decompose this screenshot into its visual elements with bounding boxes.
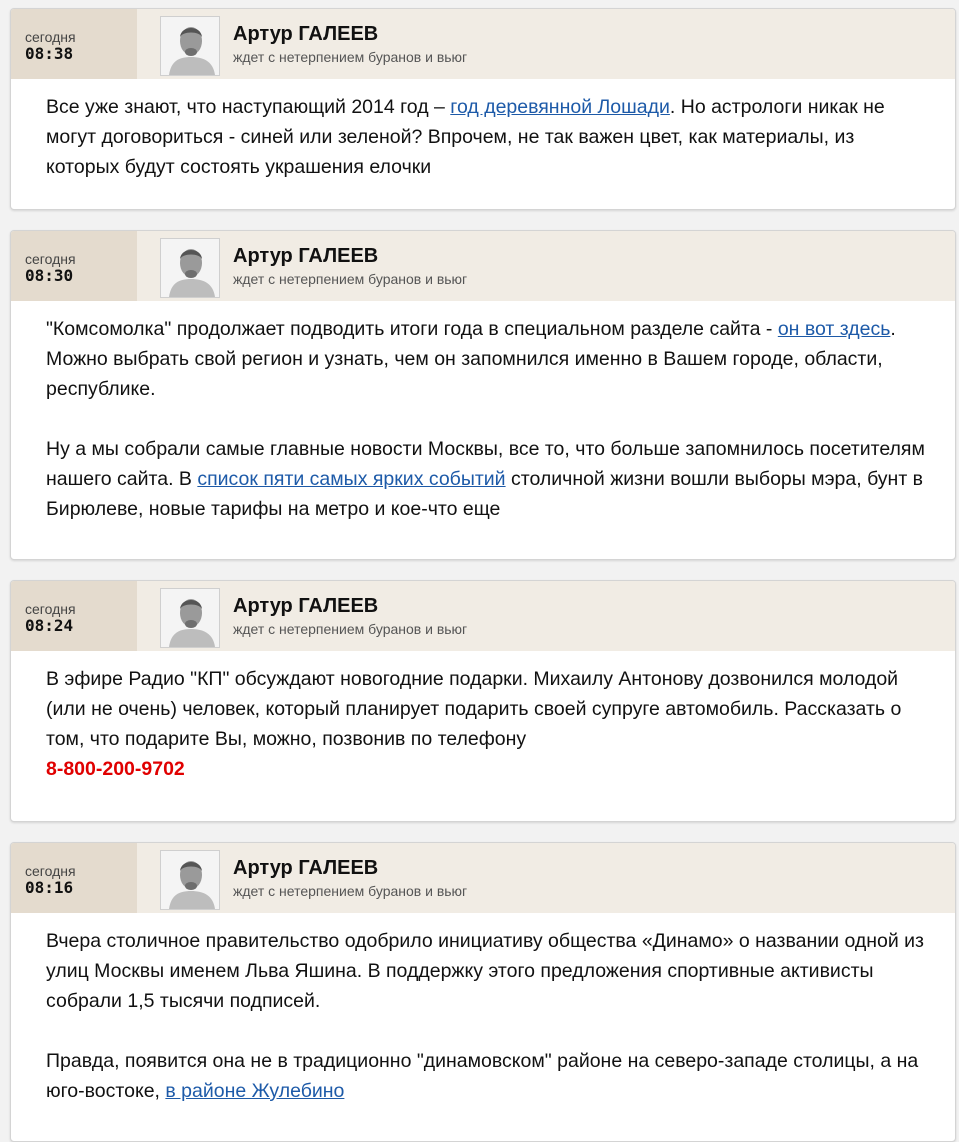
feed-post bbox=[10, 230, 956, 560]
post-paragraph bbox=[46, 314, 927, 404]
author-avatar[interactable] bbox=[160, 850, 220, 910]
post-body bbox=[11, 79, 955, 196]
avatar-photo-icon bbox=[161, 17, 219, 75]
post-text: "Комсомолка" продолжает подводить итоги года в специальном разделе сайта - bbox=[46, 318, 778, 340]
timestamp-day: сегодня bbox=[25, 601, 76, 617]
post-header bbox=[11, 9, 955, 79]
timestamp-time: 08:24 bbox=[25, 616, 74, 635]
author-name[interactable]: Артур ГАЛЕЕВ bbox=[233, 245, 379, 267]
post-link[interactable]: год деревянной Лошади bbox=[450, 96, 670, 118]
post-body bbox=[11, 913, 955, 1120]
post-text: Все уже знают, что наступающий 2014 год – bbox=[46, 96, 451, 118]
post-header bbox=[11, 581, 955, 651]
feed-post bbox=[10, 8, 956, 210]
post-text: . Но астрологи никак не могут договориться - синей или зеленой? Впрочем, не так важен цвет, как материалы, из которых будут состоять украшения елочки bbox=[46, 96, 885, 178]
avatar-photo-icon bbox=[161, 589, 219, 647]
post-text: . Можно выбрать свой регион и узнать, чем он запомнился именно в Вашем городе, области, республике. bbox=[46, 318, 896, 400]
post-link[interactable]: в районе Жулебино bbox=[165, 1080, 345, 1102]
timestamp-box bbox=[11, 843, 137, 913]
timestamp-time: 08:16 bbox=[25, 878, 74, 897]
avatar-photo-icon bbox=[161, 851, 219, 909]
post-paragraph bbox=[46, 664, 927, 784]
author-name[interactable]: Артур ГАЛЕЕВ bbox=[233, 595, 379, 617]
timestamp-day: сегодня bbox=[25, 251, 76, 267]
author-avatar[interactable] bbox=[160, 16, 220, 76]
post-paragraph bbox=[46, 92, 927, 182]
post-body bbox=[11, 301, 955, 538]
post-paragraph bbox=[46, 434, 927, 524]
post-link[interactable]: список пяти самых ярких событий bbox=[197, 468, 506, 490]
author-name[interactable]: Артур ГАЛЕЕВ bbox=[233, 857, 379, 879]
post-text: Ну а мы собрали самые главные новости Москвы, все то, что больше запомнилось посетителям нашего сайта. В bbox=[46, 438, 925, 490]
post-header bbox=[11, 843, 955, 913]
post-text: В эфире Радио "КП" обсуждают новогодние подарки. Михаилу Антонову дозвонился молодой (или не очень) человек, который планирует подарить своей супруге автомобиль. Рассказать о том, что подарите Вы, можно, позвонив по телефону bbox=[46, 668, 902, 750]
feed-post bbox=[10, 580, 956, 822]
author-status: ждет с нетерпением буранов и вьюг bbox=[233, 621, 468, 637]
post-paragraph bbox=[46, 926, 927, 1016]
timestamp-day: сегодня bbox=[25, 863, 76, 879]
post-text: Правда, появится она не в традиционно "динамовском" районе на северо-западе столицы, а на юго-востоке, bbox=[46, 1050, 919, 1102]
author-status: ждет с нетерпением буранов и вьюг bbox=[233, 49, 468, 65]
timestamp-box bbox=[11, 231, 137, 301]
timestamp-time: 08:38 bbox=[25, 44, 74, 63]
author-name[interactable]: Артур ГАЛЕЕВ bbox=[233, 23, 379, 45]
timestamp-box bbox=[11, 9, 137, 79]
author-status: ждет с нетерпением буранов и вьюг bbox=[233, 883, 468, 899]
post-link[interactable]: он вот здесь bbox=[777, 318, 891, 340]
post-paragraph bbox=[46, 1046, 927, 1106]
author-status: ждет с нетерпением буранов и вьюг bbox=[233, 271, 468, 287]
author-avatar[interactable] bbox=[160, 238, 220, 298]
post-header bbox=[11, 231, 955, 301]
author-avatar[interactable] bbox=[160, 588, 220, 648]
timestamp-box bbox=[11, 581, 137, 651]
feed-post bbox=[10, 842, 956, 1142]
post-body bbox=[11, 651, 955, 798]
avatar-photo-icon bbox=[161, 239, 219, 297]
timestamp-day: сегодня bbox=[25, 29, 76, 45]
timestamp-time: 08:30 bbox=[25, 266, 74, 285]
phone-number[interactable]: 8-800-200-9702 bbox=[46, 758, 185, 780]
post-text: Вчера столичное правительство одобрило инициативу общества «Динамо» о названии одной из улиц Москвы именем Льва Яшина. В поддержку этого предложения спортивные активисты собрали 1,5 тысячи подписей. bbox=[46, 930, 924, 1012]
post-text: столичной жизни вошли выборы мэра, бунт в Бирюлеве, новые тарифы на метро и кое-что еще bbox=[46, 468, 924, 520]
